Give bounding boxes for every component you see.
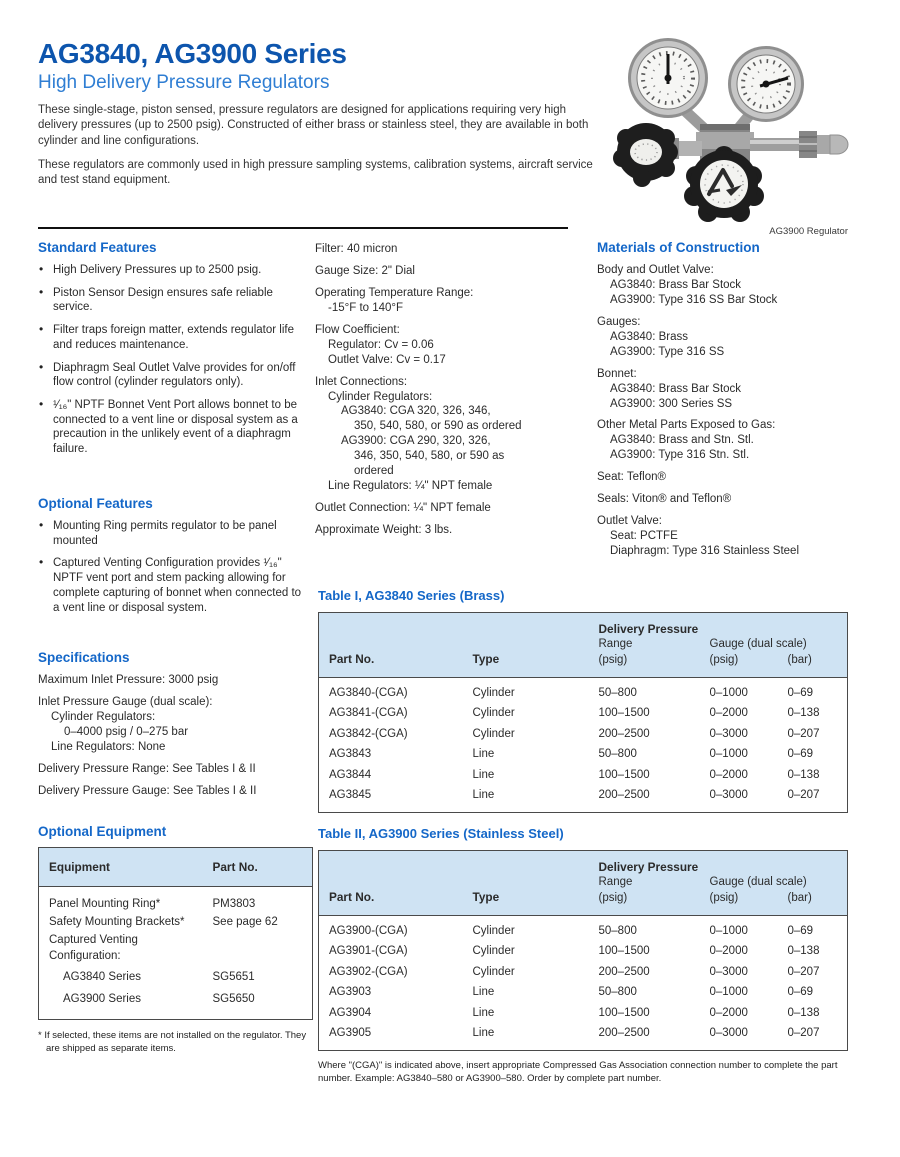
table-cell: Line [472,748,495,761]
part-no-cell: SG5650 [212,992,255,1005]
spec-line: AG3840: Brass and Stn. Stl. [610,434,754,447]
delivery-pressure-group-header: Delivery Pressure [597,851,848,876]
table-cell: 0–1000 [709,986,748,999]
table-cell: 0–207 [787,789,820,802]
table2-title: Table II, AG3900 Series (Stainless Steel) [318,826,564,841]
page-title: AG3840, AG3900 Series [38,38,347,69]
table-cell: Cylinder [472,707,515,720]
materials-section [597,240,875,559]
feature-item: • ¹⁄₁₆" NPTF Bonnet Vent Port allows bonnet to be connected to a vent line or disposal system as a precaution in the unlikely event of a diaphragm failure. [38,398,310,457]
part-no-cell: PM3803 [212,898,256,910]
table-cell: 0–2000 [709,1006,748,1019]
spec-line: Cylinder Regulators: [51,710,156,723]
table-row [319,765,848,786]
table-row [319,704,848,725]
gauge-psig-header: (psig) [708,890,786,915]
table-cell: 200–2500 [598,1027,650,1040]
spec-line: AG3900: 300 Series SS [610,397,733,410]
general-specs-section [315,242,601,538]
spec-line: ordered [354,465,394,478]
spec-line: AG3840: Brass [610,330,688,343]
table2-section [318,826,847,1085]
part-no-cell: SG5651 [212,971,255,984]
optional-equipment-heading: Optional Equipment [38,824,167,839]
materials-heading: Materials of Construction [597,240,760,255]
specifications-lines [38,673,310,799]
pressure-adjust-knob-icon [684,146,764,222]
spec-line: Body and Outlet Valve: [597,264,714,276]
table-cell: AG3903 [329,986,372,999]
table-row [319,724,848,745]
spec-line: AG3900: CGA 290, 320, 326, [341,435,491,448]
table1-section [318,588,847,813]
table-row [39,914,313,932]
spec-line: Filter: 40 micron [315,243,398,255]
specifications-section [38,650,310,799]
table-cell: 50–800 [598,986,637,999]
delivery-gauge-icon [728,46,804,122]
equipment-cell: Panel Mounting Ring* [49,898,161,910]
spec-line: Operating Temperature Range: [315,286,474,299]
spec-line: Line Regulators: None [51,740,166,753]
table-cell: AG3843 [329,748,372,761]
outlet-valve-knob-icon [613,123,678,187]
table-header-row [319,652,848,677]
table-row [319,786,848,813]
table-cell: Line [472,789,495,802]
table-cell: AG3904 [329,1006,372,1019]
table-cell: 0–207 [787,965,820,978]
gauge-bar-header: (bar) [786,890,848,915]
spec-line: 0–4000 psig / 0–275 bar [64,725,189,738]
spec-line: Approximate Weight: 3 lbs. [315,524,453,536]
equipment-cell: Safety Mounting Brackets* [49,916,185,929]
gauge-header: Gauge (dual scale) [708,637,848,652]
table-cell: Cylinder [472,924,515,937]
spec-line: Diaphragm: Type 316 Stainless Steel [610,545,800,557]
page-subtitle: High Delivery Pressure Regulators [38,72,330,93]
spec-line: Delivery Pressure Gauge: See Tables I & II [38,784,257,797]
feature-item: • Captured Venting Configuration provides ¹⁄₁₆" NPTF vent port and stem packing allowing for complete capturing of bonnet when connected to a vent line or disposal system. [38,556,310,615]
range-header: Range [597,875,708,890]
part-no-header: Part No. [319,890,471,915]
table-cell: 0–138 [787,1006,820,1019]
type-header: Type [471,890,597,915]
feature-item: • Filter traps foreign matter, extends regulator life and reduces maintenance. [38,323,310,352]
intro-paragraph-2: These regulators are commonly used in high pressure sampling systems, calibration systems, aircraft service and test stand equipment. [38,158,593,187]
table-cell: AG3901-(CGA) [329,945,408,958]
table-cell: AG3905 [329,1027,372,1040]
table-cell: 100–1500 [598,768,650,781]
equipment-cell: AG3840 Series [63,971,141,984]
spec-line: Seat: PCTFE [610,530,678,543]
spec-line: Regulator: Cv = 0.06 [328,338,434,351]
table-cell: 0–2000 [709,768,748,781]
part-no-column-header: Part No. [213,848,313,887]
table-cell: 100–1500 [598,945,650,958]
table-row [39,887,313,914]
equipment-cell: Captured Venting Configuration: [49,934,138,962]
gauge-header: Gauge (dual scale) [708,875,848,890]
spec-line: AG3840: CGA 320, 326, 346, [341,405,491,418]
table-row [319,915,848,942]
table-cell: 0–3000 [709,1027,748,1040]
optional-equipment-section [38,824,312,1056]
table-cell: Line [472,1027,495,1040]
feature-item: • Piston Sensor Design ensures safe reliable service. [38,286,310,315]
table-cell: Cylinder [472,727,515,740]
range-psig-header: (psig) [597,890,708,915]
specifications-heading: Specifications [38,650,130,665]
table-cell: 50–800 [598,748,637,761]
table-cell: Cylinder [472,686,515,699]
table-header-row [319,637,848,652]
table-row [319,962,848,983]
table-row [319,1024,848,1051]
equipment-column-header: Equipment [39,848,213,887]
spec-line: Seat: Teflon® [597,471,666,484]
table-cell: 50–800 [598,924,637,937]
table1 [318,612,848,813]
part-no-cell [213,932,313,965]
spec-line: Outlet Connection: ¼" NPT female [315,502,491,515]
equipment-footnote: * If selected, these items are not installed on the regulator. They are shipped as separate items. [38,1030,307,1054]
spec-line: AG3900: Type 316 Stn. Stl. [610,449,750,462]
table-row [319,983,848,1004]
table-cell: 200–2500 [598,727,650,740]
table-cell: AG3844 [329,768,372,781]
feature-item: • High Delivery Pressures up to 2500 psig. [38,263,310,278]
feature-item: • Mounting Ring permits regulator to be panel mounted [38,519,310,548]
cga-footnote: Where "(CGA)" is indicated above, insert appropriate Compressed Gas Association connection number to complete the part number. Example: AG3840–580 or AG3900–580. Order by complete part number. [318,1059,838,1084]
table-cell: 200–2500 [598,965,650,978]
table-row [39,987,313,1020]
delivery-pressure-group-header: Delivery Pressure [597,613,848,638]
table-header-row [319,613,848,638]
equipment-header-row [39,848,313,887]
outlet-fitting-icon [750,131,848,158]
optional-features-heading: Optional Features [38,496,153,511]
standard-features-heading: Standard Features [38,240,157,255]
standard-features-list [38,263,310,457]
table-cell: 100–1500 [598,707,650,720]
header-block [38,38,594,188]
spec-line: Inlet Pressure Gauge (dual scale): [38,695,213,708]
standard-features-section [38,240,310,465]
table-cell: 0–69 [787,924,814,937]
materials-lines [597,263,875,559]
regulator-product-image [596,28,854,226]
spec-line: -15°F to 140°F [328,301,404,314]
spec-line: Inlet Connections: [315,375,408,388]
table-cell: AG3840-(CGA) [329,686,408,699]
table-cell: 0–3000 [709,789,748,802]
table-cell: 0–3000 [709,727,748,740]
table-cell: 0–207 [787,727,820,740]
spec-line: Cylinder Regulators: [328,390,433,403]
optional-features-list [38,519,310,615]
spec-line: Gauges: [597,315,641,328]
table-row [319,677,848,704]
spec-line: AG3900: Type 316 SS [610,345,725,358]
table-cell: AG3900-(CGA) [329,924,408,937]
optional-features-section [38,496,310,623]
spec-line: AG3840: Brass Bar Stock [610,278,742,291]
table-cell: AG3841-(CGA) [329,707,408,720]
optional-equipment-table [38,847,313,1020]
table-cell: AG3842-(CGA) [329,727,408,740]
equipment-cell: AG3900 Series [63,992,141,1005]
table-cell: Cylinder [472,945,515,958]
table-cell: 0–69 [787,686,814,699]
spec-line: Other Metal Parts Exposed to Gas: [597,419,776,432]
spec-line: Outlet Valve: Cv = 0.17 [328,353,446,366]
inlet-gauge-icon [628,38,708,118]
table-cell: 0–1000 [709,924,748,937]
spec-line: Maximum Inlet Pressure: 3000 psig [38,674,219,686]
range-psig-header: (psig) [597,652,708,677]
table-cell: 0–69 [787,986,814,999]
gauge-bar-header: (bar) [786,652,848,677]
table-header-row [319,851,848,876]
table-cell: Line [472,768,495,781]
table1-title: Table I, AG3840 Series (Brass) [318,588,505,603]
table-row [39,965,313,987]
spec-line: AG3840: Brass Bar Stock [610,382,742,395]
spec-line: Bonnet: [597,367,637,380]
type-header: Type [471,652,597,677]
table-row [39,932,313,965]
table-cell: 0–138 [787,945,820,958]
table-cell: 200–2500 [598,789,650,802]
feature-item: • Diaphragm Seal Outlet Valve provides for on/off flow control (cylinder regulators only). [38,361,310,390]
header-divider-rule [38,227,568,229]
table-header-row [319,875,848,890]
table-cell: 100–1500 [598,1006,650,1019]
table-cell: 50–800 [598,686,637,699]
table-cell: Cylinder [472,965,515,978]
general-specs-lines [315,242,601,538]
table-cell: Line [472,986,495,999]
table-cell: 0–3000 [709,965,748,978]
table-cell: 0–69 [787,748,814,761]
table-cell: 0–2000 [709,707,748,720]
intro-paragraph-1: These single-stage, piston sensed, pressure regulators are designed for applications requiring very high delivery pressures (up to 2500 psig). Constructed of either brass or stainless steel, they are available in both cylinder and line configurations. [38,104,589,147]
table-cell: 0–207 [787,1027,820,1040]
spec-line: Seals: Viton® and Teflon® [597,493,732,506]
table-row [319,1003,848,1024]
range-header: Range [597,637,708,652]
spec-line: 346, 350, 540, 580, or 590 as [354,450,505,463]
spec-line: Delivery Pressure Range: See Tables I & II [38,762,256,775]
spec-line: Line Regulators: ¼" NPT female [328,480,493,493]
part-no-header: Part No. [319,652,471,677]
table2 [318,850,848,1051]
table-cell: 0–1000 [709,686,748,699]
table-cell: 0–2000 [709,945,748,958]
gauge-psig-header: (psig) [708,652,786,677]
table-cell: AG3902-(CGA) [329,965,408,978]
table-cell: AG3845 [329,789,372,802]
table-cell: 0–138 [787,768,820,781]
spec-line: Outlet Valve: [597,515,662,528]
product-caption: AG3900 Regulator [769,226,848,237]
spec-line: Flow Coefficient: [315,323,400,336]
table-cell: 0–1000 [709,748,748,761]
table-row [319,942,848,963]
part-no-cell: See page 62 [212,916,278,929]
table-row [319,745,848,766]
spec-line: 350, 540, 580, or 590 as ordered [354,420,522,433]
spec-line: AG3900: Type 316 SS Bar Stock [610,293,778,306]
table-cell: 0–138 [787,707,820,720]
spec-line: Gauge Size: 2" Dial [315,264,415,277]
table-header-row [319,890,848,915]
table-cell: Line [472,1006,495,1019]
